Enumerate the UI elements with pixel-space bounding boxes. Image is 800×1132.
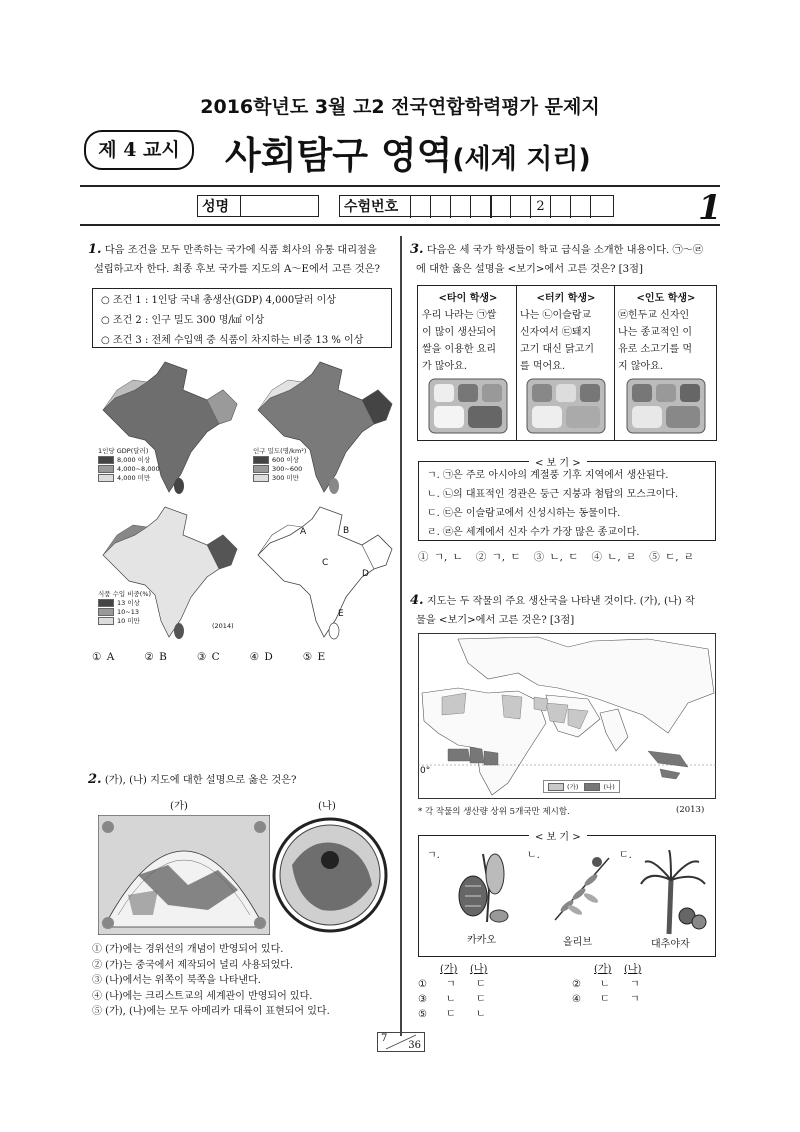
student-thai [422, 290, 514, 375]
subject-main: 사회탐구 영역 [225, 134, 453, 177]
q4-header-ga: (가) [440, 964, 458, 975]
q2-map-ga [98, 815, 270, 935]
q4-bogi-title: < 보 기 > [529, 828, 587, 843]
name-field[interactable] [197, 195, 319, 217]
q2-choice[interactable]: ① (가)에는 경위선의 개념이 반영되어 있다. [92, 944, 284, 955]
student-thai-line: 우리 나라는 ㉠쌀 [422, 310, 497, 321]
q4-answer-num: ③ [418, 994, 427, 1005]
student-turkey-title: <터키 학생> [536, 293, 596, 304]
student-turkey-line: 신자여서 ㉢돼지 [520, 327, 592, 338]
q1-legend-density [253, 447, 323, 483]
question-3 [410, 240, 720, 279]
q4-answer-na: ㄴ [476, 1009, 486, 1020]
cacao-label: 카카오 [467, 935, 496, 946]
legend-density-item: 600 이상 [272, 456, 300, 464]
q2-choices [92, 942, 397, 1020]
q4-answer-na: ㄷ [476, 979, 486, 990]
q4-header-na: (나) [470, 964, 488, 975]
q4-answer-na: ㄱ [630, 994, 640, 1005]
exam-title: 2016학년도 3월 고2 전국연합학력평가 문제지 [200, 96, 600, 118]
q1-map-outline [250, 505, 400, 645]
q4-text-line2: 물을 <보기>에서 고른 것은? [3점] [416, 615, 575, 626]
q4-note: * 각 작물의 생산량 상위 5개국만 제시함. [418, 807, 570, 817]
student-india-title: <인도 학생> [636, 293, 696, 304]
q1-text-line1: 다음 조건을 모두 만족하는 국가에 식품 회사의 유통 대리점을 [104, 245, 377, 256]
q3-bogi-item: ㄷ. ㉢은 이슬람교에서 신성시하는 동물이다. [427, 508, 621, 519]
q4-legend-item: (나) [603, 783, 615, 791]
page-current: 7 [381, 1033, 388, 1044]
student-india-line: 나는 종교적인 이 [618, 327, 692, 338]
q3-bogi-item: ㄹ. ㉣은 세계에서 신자 수가 가장 많은 종교이다. [427, 527, 640, 538]
map-label-d: D [362, 569, 369, 579]
legend-gdp-item: 8,000 이상 [117, 456, 151, 464]
q4-legend [543, 780, 620, 793]
id-rule [80, 224, 720, 226]
turkey-lunch-tray-image [526, 378, 606, 434]
q2-label-na: (나) [318, 801, 336, 812]
q3-text-line1: 다음은 세 국가 학생들이 학교 급식을 소개한 내용이다. ㉠～㉣ [426, 245, 704, 256]
q2-text: (가), (나) 지도에 대한 설명으로 옳은 것은? [104, 775, 297, 786]
map-label-a: A [300, 527, 307, 537]
q1-legend-gdp [98, 447, 168, 483]
q4-answer-na: ㄱ [630, 979, 640, 990]
q1-choice[interactable]: ⑤ E [302, 651, 326, 663]
q4-header-ga: (가) [594, 964, 612, 975]
legend-food-title: 식품 수입 비중(%) [98, 590, 152, 598]
q2-choice[interactable]: ⑤ (가), (나)에는 모두 아메리카 대륙이 표현되어 있다. [92, 1006, 330, 1017]
q2-map-na [272, 815, 388, 935]
q4-answer-num: ① [418, 979, 427, 990]
page-number: 1 [698, 188, 722, 228]
cacao-illustration [443, 850, 513, 928]
q4-answer-row[interactable] [418, 992, 658, 1007]
legend-gdp-item: 4,000 미만 [117, 474, 151, 482]
q4-answer-ga: ㄱ [446, 979, 456, 990]
q3-choice[interactable]: ① ㄱ, ㄴ [418, 551, 463, 563]
q3-bogi-box [418, 458, 716, 541]
student-thai-line: 이 많이 생산되어 [422, 327, 496, 338]
q4-answer-ga: ㄴ [600, 979, 610, 990]
q4-number: 4. [410, 593, 424, 608]
q4-equator-label: 0° [420, 766, 431, 776]
q1-choice[interactable]: ② B [144, 651, 167, 663]
subject-title [225, 125, 591, 179]
q2-choice[interactable]: ② (가)는 중국에서 제작되어 널리 사용되었다. [92, 959, 294, 971]
q4-legend-item: (가) [567, 783, 579, 791]
exam-number-digit: 2 [530, 196, 550, 218]
q2-label-ga: (가) [170, 801, 188, 812]
legend-density-title: 인구 밀도(명/km²) [253, 447, 307, 455]
q3-choice[interactable]: ⑤ ㄷ, ㄹ [649, 551, 695, 563]
q3-number: 3. [410, 242, 424, 257]
q1-conditions-box [92, 288, 392, 348]
thai-lunch-tray-image [428, 378, 508, 434]
q4-answer-ga: ㄷ [600, 994, 610, 1005]
student-india-line: 유로 소고기를 먹 [618, 344, 692, 355]
legend-food-item: 13 이상 [117, 599, 140, 607]
q3-choice[interactable]: ② ㄱ, ㄷ [475, 551, 521, 563]
q1-condition-3: ○ 조건 3 : 전체 수입액 중 식품이 차지하는 비중 13 % 이상 [101, 335, 364, 346]
q4-answer-ga: ㄴ [446, 994, 456, 1005]
q1-text-line2: 설립하고자 한다. 최종 후보 국가를 지도의 A～E에서 고른 것은? [94, 264, 380, 275]
q4-answer-na: ㄷ [476, 994, 486, 1005]
legend-density-item: 300~600 [272, 465, 303, 473]
legend-gdp-item: 4,000~8,000 [117, 465, 160, 473]
q3-choices [418, 549, 718, 564]
map-label-c: C [322, 558, 329, 568]
legend-food-item: 10 미만 [117, 617, 140, 625]
student-turkey [520, 290, 612, 375]
student-india [618, 290, 714, 375]
legend-density-item: 300 미만 [272, 474, 300, 482]
q1-number: 1. [88, 242, 102, 257]
student-turkey-line: 를 먹어요. [520, 361, 565, 372]
q3-lunch-panel [417, 285, 717, 441]
period-badge: 제 4 교시 [84, 130, 194, 170]
q4-answer-row[interactable] [418, 977, 658, 992]
q2-number: 2. [88, 772, 102, 787]
q4-bogi-letter: ㄴ. [527, 850, 540, 861]
student-thai-line: 쌀을 이용한 요리 [422, 344, 496, 355]
q4-answer-num: ④ [572, 994, 581, 1005]
q3-bogi-title: < 보 기 > [529, 454, 587, 469]
exam-number-label: 수험번호 [344, 199, 399, 215]
q3-bogi-item: ㄴ. ㉡의 대표적인 경관은 둥근 지붕과 첨탑의 모스크이다. [427, 489, 679, 500]
q4-answer-num: ⑤ [418, 1009, 427, 1020]
page-indicator [377, 1032, 425, 1052]
student-turkey-line: 나는 ㉡이슬람교 [520, 310, 592, 321]
header-rule [80, 185, 720, 187]
question-1 [88, 240, 393, 279]
q3-choice[interactable]: ④ ㄴ, ㄹ [591, 551, 637, 563]
q4-answer-ga: ㄷ [446, 1009, 456, 1020]
page-total: 36 [408, 1040, 421, 1051]
student-india-line: ㉣힌두교 신자인 [618, 310, 690, 321]
q4-bogi-letter: ㄱ. [427, 850, 440, 861]
q4-year: (2013) [676, 805, 705, 815]
q1-choice[interactable]: ③ C [196, 651, 220, 663]
question-4 [410, 591, 720, 630]
q1-year: (2014) [212, 622, 234, 630]
q1-choices [92, 651, 392, 663]
q1-condition-2: ○ 조건 2 : 인구 밀도 300 명/㎢ 이상 [101, 315, 265, 326]
question-2 [88, 770, 393, 790]
olive-label: 올리브 [563, 937, 592, 948]
q1-choice[interactable]: ① A [92, 651, 115, 663]
student-thai-line: 가 많아요. [422, 361, 467, 372]
name-label: 성명 [202, 199, 230, 215]
q4-header-na: (나) [624, 964, 642, 975]
subject-sub: (세계 지리) [452, 144, 591, 175]
q3-bogi-item: ㄱ. ㉠은 주로 아시아의 계절풍 기후 지역에서 생산된다. [427, 470, 669, 481]
legend-food-item: 10~13 [117, 608, 139, 616]
exam-number-field[interactable] [339, 195, 614, 217]
q1-choice[interactable]: ④ D [249, 651, 273, 663]
india-lunch-tray-image [626, 378, 706, 434]
q1-condition-1: ○ 조건 1 : 1인당 국내 총생산(GDP) 4,000달러 이상 [101, 295, 336, 306]
q4-answer-num: ② [572, 979, 581, 990]
legend-gdp-title: 1인당 GDP(달러) [98, 447, 149, 455]
q4-bogi-box [418, 832, 716, 957]
date-palm-label: 대추야자 [651, 939, 690, 950]
student-thai-title: <타이 학생> [438, 293, 498, 304]
q2-choice[interactable]: ④ (나)에는 크리스트교의 세계관이 반영되어 있다. [92, 990, 313, 1002]
column-divider [400, 236, 402, 1036]
student-india-line: 지 않아요. [618, 361, 663, 372]
q3-choice[interactable]: ③ ㄴ, ㄷ [533, 551, 579, 563]
q1-legend-food [98, 590, 168, 626]
q2-choice[interactable]: ③ (나)에서는 위쪽이 북쪽을 나타낸다. [92, 975, 261, 986]
q4-bogi-letter: ㄷ. [619, 850, 632, 861]
q4-text-line1: 지도는 두 작물의 주요 생산국을 나타낸 것이다. (가), (나) 작 [426, 596, 695, 607]
map-label-e: E [338, 609, 344, 619]
q3-text-line2: 에 대한 옳은 설명을 <보기>에서 고른 것은? [3점] [416, 264, 643, 275]
olive-illustration [547, 850, 617, 928]
q4-answer-row[interactable] [418, 1007, 658, 1022]
map-label-b: B [343, 526, 350, 536]
q4-answer-table [418, 962, 658, 1022]
student-turkey-line: 고기 대신 닭고기 [520, 344, 594, 355]
q4-world-map [418, 633, 716, 799]
date-palm-illustration [639, 850, 709, 936]
